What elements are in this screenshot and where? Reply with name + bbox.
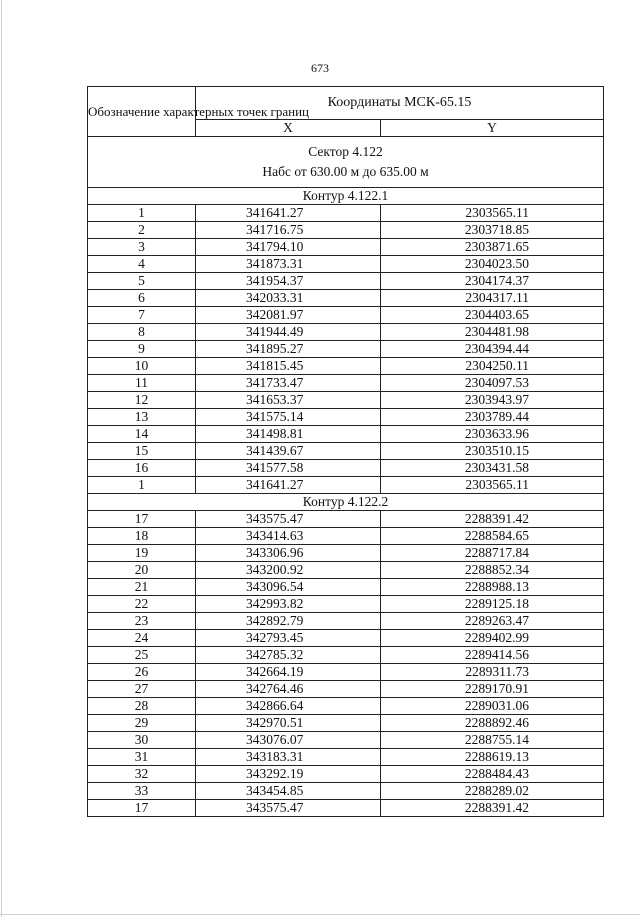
x-coordinate-cell: 341653.37	[196, 392, 381, 409]
y-coordinate-cell: 2288717.84	[381, 545, 604, 562]
point-number-cell: 9	[88, 341, 196, 358]
x-coordinate-cell: 343096.54	[196, 579, 381, 596]
x-coordinate-cell: 342785.32	[196, 647, 381, 664]
table-row	[88, 256, 604, 273]
point-number-cell: 1	[88, 477, 196, 494]
table-row	[88, 698, 604, 715]
table-row	[88, 749, 604, 766]
y-coordinate-cell: 2303565.11	[381, 205, 604, 222]
y-coordinate-cell: 2288289.02	[381, 783, 604, 800]
table-row	[88, 358, 604, 375]
point-number-cell: 10	[88, 358, 196, 375]
table-row	[88, 664, 604, 681]
table-row	[88, 545, 604, 562]
table-row	[88, 647, 604, 664]
x-coordinate-cell: 343183.31	[196, 749, 381, 766]
x-coordinate-cell: 341716.75	[196, 222, 381, 239]
x-coordinate-cell: 341944.49	[196, 324, 381, 341]
x-coordinate-cell: 342993.82	[196, 596, 381, 613]
x-coordinate-cell: 342970.51	[196, 715, 381, 732]
x-coordinate-cell: 343306.96	[196, 545, 381, 562]
table-row	[88, 307, 604, 324]
y-coordinate-cell: 2288988.13	[381, 579, 604, 596]
page-edge-left	[1, 0, 2, 917]
table-row	[88, 290, 604, 307]
sector-cell	[88, 137, 604, 188]
point-number-cell: 28	[88, 698, 196, 715]
x-coordinate-cell: 342664.19	[196, 664, 381, 681]
y-coordinate-cell: 2304250.11	[381, 358, 604, 375]
table-row	[88, 460, 604, 477]
x-coordinate-cell: 343076.07	[196, 732, 381, 749]
point-number-cell: 16	[88, 460, 196, 477]
x-coordinate-cell: 343414.63	[196, 528, 381, 545]
point-number-cell: 12	[88, 392, 196, 409]
y-coordinate-cell: 2289170.91	[381, 681, 604, 698]
point-number-cell: 13	[88, 409, 196, 426]
x-coordinate-cell: 342033.31	[196, 290, 381, 307]
y-coordinate-cell: 2288755.14	[381, 732, 604, 749]
header-coords-label: Координаты МСК-65.15	[196, 87, 604, 120]
point-number-cell: 31	[88, 749, 196, 766]
y-coordinate-cell: 2303633.96	[381, 426, 604, 443]
table-row	[88, 800, 604, 817]
point-number-cell: 2	[88, 222, 196, 239]
table-row	[88, 596, 604, 613]
x-coordinate-cell: 342866.64	[196, 698, 381, 715]
table-row	[88, 511, 604, 528]
y-coordinate-cell: 2303943.97	[381, 392, 604, 409]
point-number-cell: 17	[88, 800, 196, 817]
y-coordinate-cell: 2289031.06	[381, 698, 604, 715]
table-row	[88, 477, 604, 494]
y-coordinate-cell: 2288391.42	[381, 511, 604, 528]
point-number-cell: 20	[88, 562, 196, 579]
table-row	[88, 579, 604, 596]
point-number-cell: 29	[88, 715, 196, 732]
x-coordinate-cell: 341575.14	[196, 409, 381, 426]
x-coordinate-cell: 341498.81	[196, 426, 381, 443]
table-body	[88, 137, 604, 817]
y-coordinate-cell: 2288852.34	[381, 562, 604, 579]
x-coordinate-cell: 341815.45	[196, 358, 381, 375]
table-row	[88, 222, 604, 239]
table-row	[88, 443, 604, 460]
x-coordinate-cell: 341733.47	[196, 375, 381, 392]
table-row	[88, 613, 604, 630]
y-coordinate-cell: 2303789.44	[381, 409, 604, 426]
x-coordinate-cell: 341641.27	[196, 205, 381, 222]
x-coordinate-cell: 342764.46	[196, 681, 381, 698]
y-coordinate-cell: 2289125.18	[381, 596, 604, 613]
header-y-label: Y	[381, 120, 604, 137]
table-row	[88, 681, 604, 698]
x-coordinate-cell: 341895.27	[196, 341, 381, 358]
y-coordinate-cell: 2304174.37	[381, 273, 604, 290]
table-row	[88, 341, 604, 358]
point-number-cell: 21	[88, 579, 196, 596]
y-coordinate-cell: 2304097.53	[381, 375, 604, 392]
y-coordinate-cell: 2304481.98	[381, 324, 604, 341]
table-row	[88, 528, 604, 545]
y-coordinate-cell: 2288584.65	[381, 528, 604, 545]
table-row	[88, 766, 604, 783]
y-coordinate-cell: 2288892.46	[381, 715, 604, 732]
x-coordinate-cell: 342793.45	[196, 630, 381, 647]
y-coordinate-cell: 2289311.73	[381, 664, 604, 681]
point-number-cell: 32	[88, 766, 196, 783]
y-coordinate-cell: 2289414.56	[381, 647, 604, 664]
x-coordinate-cell: 341577.58	[196, 460, 381, 477]
table-row	[88, 239, 604, 256]
x-coordinate-cell: 343292.19	[196, 766, 381, 783]
y-coordinate-cell: 2303510.15	[381, 443, 604, 460]
sector-title: Сектор 4.122	[308, 144, 383, 159]
point-number-cell: 14	[88, 426, 196, 443]
point-number-cell: 1	[88, 205, 196, 222]
x-coordinate-cell: 341954.37	[196, 273, 381, 290]
x-coordinate-cell: 343575.47	[196, 511, 381, 528]
y-coordinate-cell: 2304394.44	[381, 341, 604, 358]
point-number-cell: 25	[88, 647, 196, 664]
y-coordinate-cell: 2288484.43	[381, 766, 604, 783]
table-row	[88, 562, 604, 579]
point-number-cell: 11	[88, 375, 196, 392]
y-coordinate-cell: 2288391.42	[381, 800, 604, 817]
table-row	[88, 375, 604, 392]
x-coordinate-cell: 342081.97	[196, 307, 381, 324]
point-number-cell: 3	[88, 239, 196, 256]
point-number-cell: 22	[88, 596, 196, 613]
point-number-cell: 26	[88, 664, 196, 681]
table-row	[88, 783, 604, 800]
point-number-cell: 27	[88, 681, 196, 698]
y-coordinate-cell: 2288619.13	[381, 749, 604, 766]
y-coordinate-cell: 2303871.65	[381, 239, 604, 256]
y-coordinate-cell: 2289263.47	[381, 613, 604, 630]
header-point-label: Обозначение характерных точек границ	[88, 87, 196, 137]
point-number-cell: 23	[88, 613, 196, 630]
point-number-cell: 4	[88, 256, 196, 273]
point-number-cell: 30	[88, 732, 196, 749]
sector-height-range: Набс от 630.00 м до 635.00 м	[262, 164, 429, 179]
header-x-label: X	[196, 120, 381, 137]
point-number-cell: 6	[88, 290, 196, 307]
x-coordinate-cell: 343575.47	[196, 800, 381, 817]
point-number-cell: 24	[88, 630, 196, 647]
y-coordinate-cell: 2289402.99	[381, 630, 604, 647]
point-number-cell: 15	[88, 443, 196, 460]
x-coordinate-cell: 341439.67	[196, 443, 381, 460]
y-coordinate-cell: 2303718.85	[381, 222, 604, 239]
point-number-cell: 5	[88, 273, 196, 290]
x-coordinate-cell: 341794.10	[196, 239, 381, 256]
x-coordinate-cell: 342892.79	[196, 613, 381, 630]
point-number-cell: 7	[88, 307, 196, 324]
table-row	[88, 409, 604, 426]
point-number-cell: 8	[88, 324, 196, 341]
table-row	[88, 426, 604, 443]
table-row	[88, 715, 604, 732]
table-row	[88, 392, 604, 409]
point-number-cell: 17	[88, 511, 196, 528]
page-edge-bottom	[0, 914, 640, 915]
x-coordinate-cell: 341641.27	[196, 477, 381, 494]
y-coordinate-cell: 2304317.11	[381, 290, 604, 307]
table-row	[88, 630, 604, 647]
y-coordinate-cell: 2304023.50	[381, 256, 604, 273]
x-coordinate-cell: 343200.92	[196, 562, 381, 579]
page-number: 673	[311, 61, 329, 75]
table-row	[88, 732, 604, 749]
table-row	[88, 324, 604, 341]
contour-title: Контур 4.122.1	[88, 188, 604, 205]
x-coordinate-cell: 341873.31	[196, 256, 381, 273]
coordinates-table	[87, 86, 604, 817]
y-coordinate-cell: 2303431.58	[381, 460, 604, 477]
table-row	[88, 273, 604, 290]
x-coordinate-cell: 343454.85	[196, 783, 381, 800]
contour-title: Контур 4.122.2	[88, 494, 604, 511]
point-number-cell: 18	[88, 528, 196, 545]
y-coordinate-cell: 2304403.65	[381, 307, 604, 324]
y-coordinate-cell: 2303565.11	[381, 477, 604, 494]
point-number-cell: 33	[88, 783, 196, 800]
table-row	[88, 205, 604, 222]
point-number-cell: 19	[88, 545, 196, 562]
